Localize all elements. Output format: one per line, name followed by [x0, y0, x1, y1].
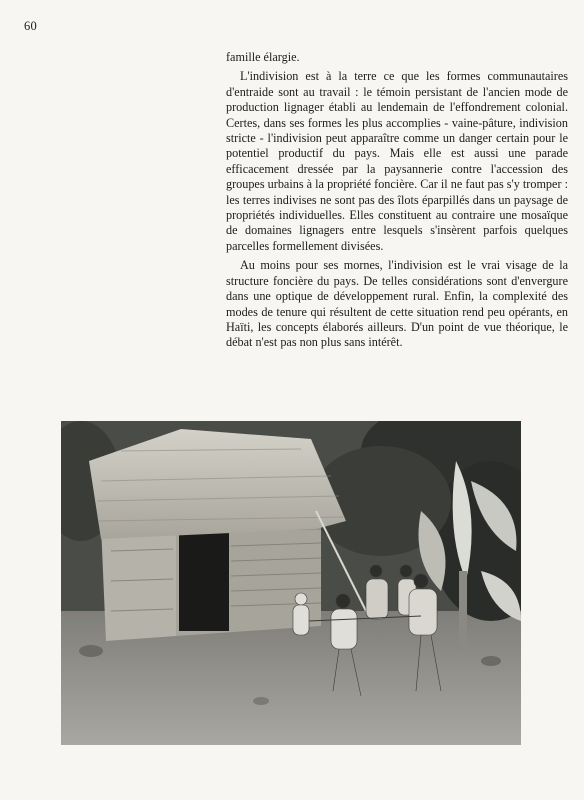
banana-trunk [459, 571, 467, 651]
paragraph-continuation: famille élargie. [226, 50, 300, 64]
child-head-3 [370, 565, 382, 577]
body-text-column [226, 50, 568, 351]
child-body-3 [366, 579, 388, 619]
child-head-2 [336, 594, 350, 608]
stone-3 [253, 697, 269, 705]
page-number: 60 [24, 19, 37, 33]
paragraph-indivision: L'indivision est à la terre ce que les formes communautaires d'entraide sont au travail : le témoin persistant de l'ancien mode de production lignager établi au lendemain de l'effondrement colonial. Certes, dans ses formes les plus accomplies - vaine-pâture, indivision stricte - l'indivision peut apparaître comme un danger certain pour le potentiel productif du pays. Mais elle est aussi une parade efficacement dressée par la paysannerie contre l'accession des groupes urbains à la propriété foncière. Car il ne faut pas s'y tromper : les terres indivises ne sont pas des îlots éparpillés dans un paysage de propriétés individuelles. Elles constituent au contraire une mosaïque de domaines lignagers entre lesquels s'insèrent parfois quelques parcelles formellement divisées. [226, 69, 568, 253]
hut-doorway [179, 523, 229, 631]
paragraph-mornes: Au moins pour ses mornes, l'indivision est le vrai visage de la structure foncière du pays. De telles considérations sont d'envergure dans une optique de développement rural. Enfin, la complexité des modes de tenure qui résultent de cette situation rend peu opérants, en Haïti, les concepts élaborés ailleurs. D'un point de vue théorique, le débat n'est pas non plus sans intérêt. [226, 258, 568, 350]
stone-1 [481, 656, 501, 666]
photograph-hut-children [61, 421, 521, 745]
child-head-4 [400, 565, 412, 577]
child-head-1 [295, 593, 307, 605]
child-head-5 [414, 574, 428, 588]
child-body-2 [331, 609, 357, 649]
stone-2 [79, 645, 103, 657]
child-body-1 [293, 605, 309, 635]
child-body-5 [409, 589, 437, 635]
photo-illustration [61, 421, 521, 745]
